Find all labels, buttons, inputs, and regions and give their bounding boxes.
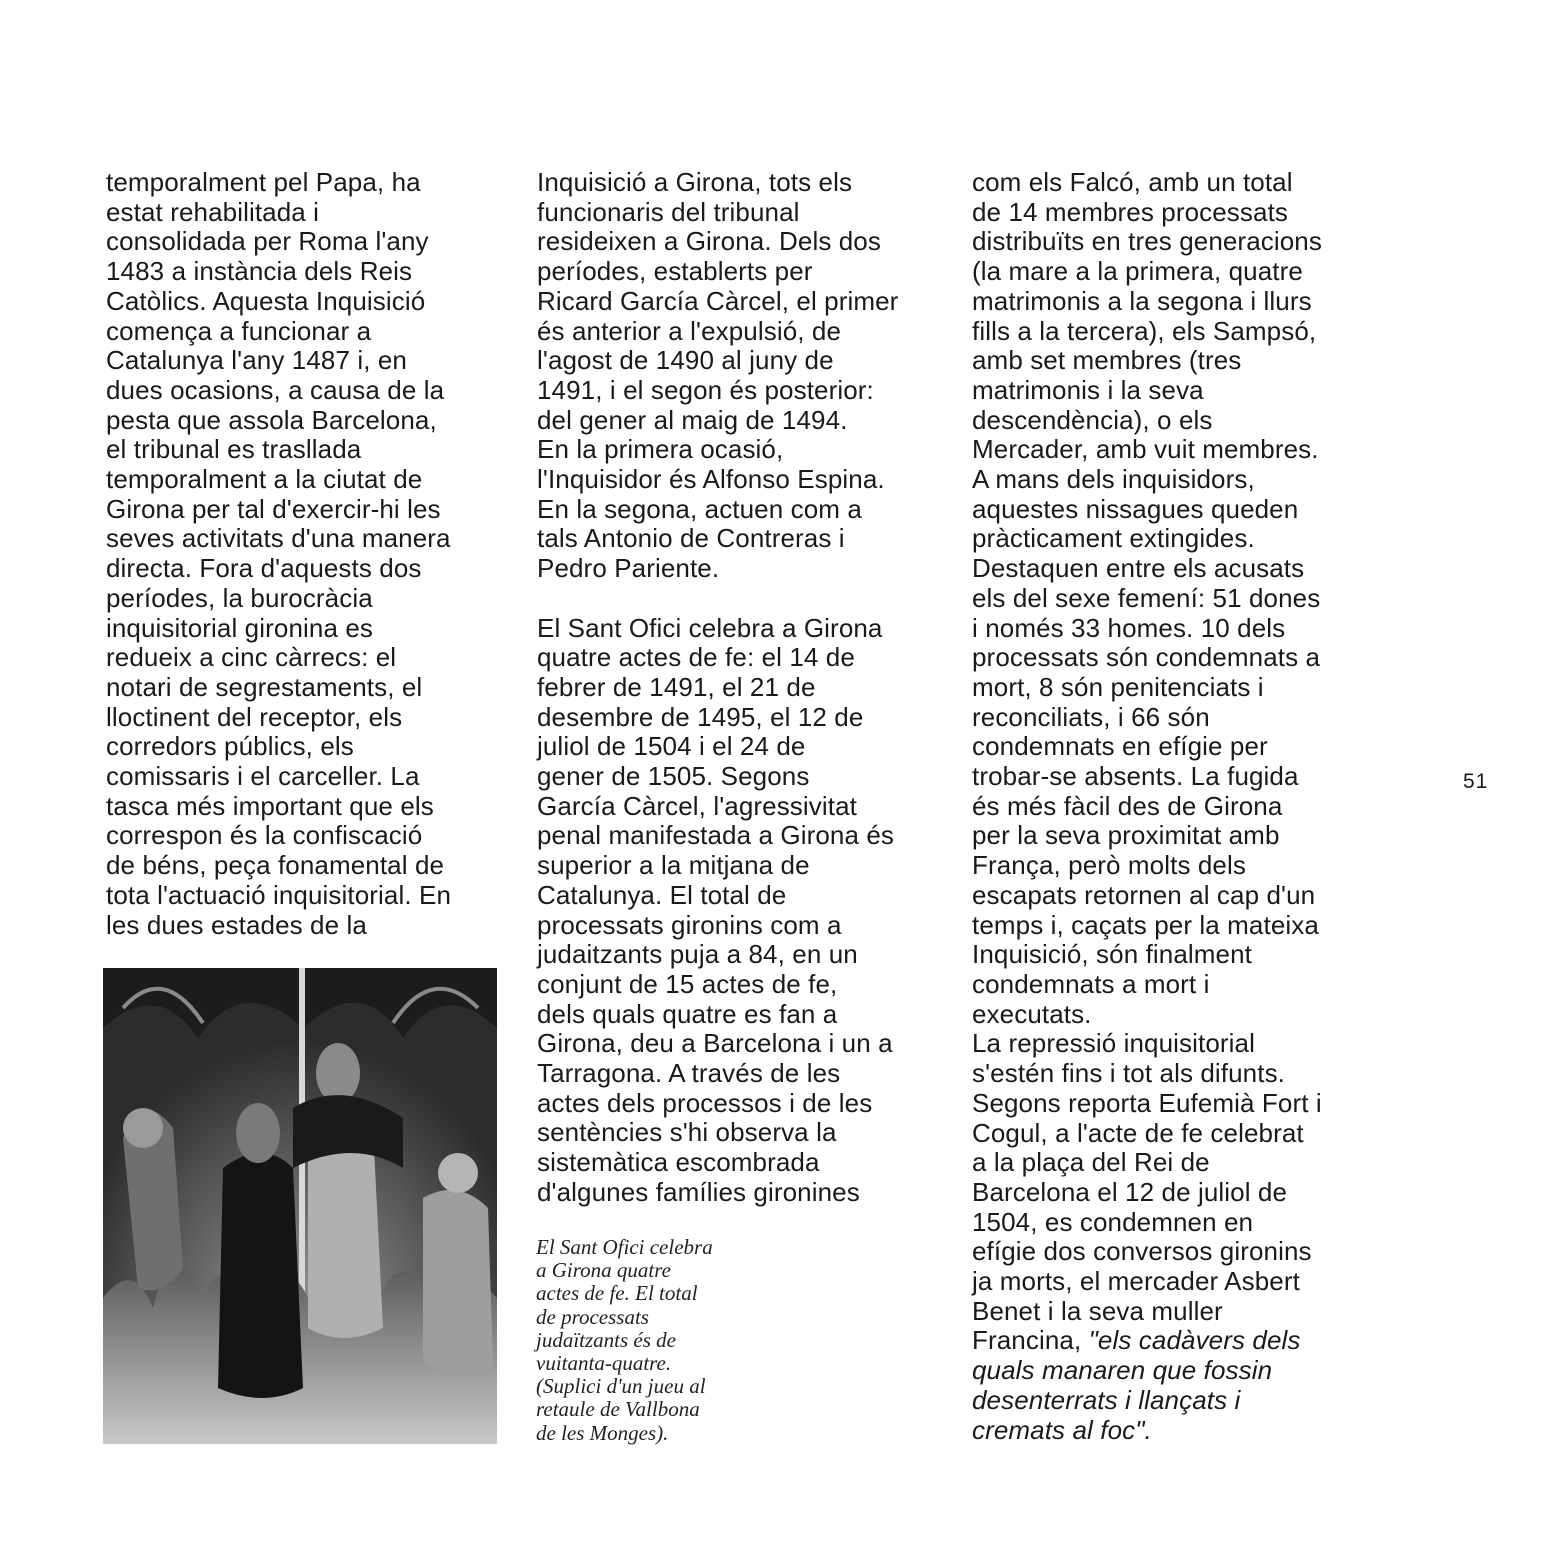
text-line: trobar-se absents. La fugida [972,761,1299,792]
text-line: La repressió inquisitorial [972,1028,1255,1059]
text-line: inquisitorial gironina es [106,612,373,643]
quote-line: "els cadàvers dels [1081,1325,1301,1356]
text-line: de 14 membres processats [972,196,1288,227]
text-line: consolidada per Roma l'any [106,226,429,257]
text-line: conjunt de 15 actes de fe, [537,968,838,999]
text-line: 1504, es condemnen en [972,1206,1254,1237]
text-line: condemnats en efígie per [972,731,1268,762]
text-line: actes dels processos i de les [537,1087,873,1118]
quote-line: desenterrats i llançats i [972,1384,1241,1415]
text-line: Girona per tal d'exercir-hi les [106,493,441,524]
text-line: temps i, caçats per la mateixa [972,909,1319,940]
text-line: distribuïts en tres generacions [972,226,1322,257]
text-line: França, però molts dels [972,850,1246,881]
text-line: juliol de 1504 i el 24 de [537,731,806,762]
text-line: Barcelona el 12 de juliol de [972,1176,1288,1207]
text-line: temporalment a la ciutat de [106,464,423,495]
text-line: els del sexe femení: 51 dones [972,582,1321,613]
text-column-3 [972,168,1372,1445]
text-line: comença a funcionar a [106,315,372,346]
text-line: corredors públics, els [106,731,354,762]
text-line: dels quals quatre es fan a [537,998,838,1029]
text-line: períodes, la burocràcia [106,582,373,613]
image-caption [536,1236,776,1445]
text-line: és més fàcil des de Girona [972,790,1283,821]
text-line: funcionaris del tribunal [537,196,800,227]
text-line: resideixen a Girona. Dels dos [537,226,881,257]
quote-line: quals manaren que fossin [972,1355,1273,1386]
paragraph [537,168,937,584]
text-line: les dues estades de la [106,909,367,940]
text-line: descendència), o els [972,404,1213,435]
paragraph [972,168,1372,1029]
text-line: Catalunya. El total de [537,879,787,910]
text-line: Tarragona. A través de les [537,1058,841,1089]
paragraph-gap [537,584,937,614]
text-line: correspon és la confiscació [106,820,423,851]
painting-icon [103,968,497,1444]
caption-line: vuitanta-quatre. [536,1351,672,1376]
text-line: ja morts, el mercader Asbert [972,1266,1300,1297]
text-line: superior a la mitjana de [537,850,810,881]
text-line: l'agost de 1490 al juny de [537,345,834,376]
text-line: Catòlics. Aquesta Inquisició [106,285,426,316]
text-line: tota l'actuació inquisitorial. En [106,879,452,910]
text-line: aquestes nissagues queden [972,493,1299,524]
text-line: d'algunes famílies gironines [537,1176,860,1207]
caption-line: judaïtzants és de [536,1327,676,1352]
text-line: com els Falcó, amb un total [972,167,1293,197]
text-line: el tribunal es trasllada [106,434,362,465]
caption-line: retaule de Vallbona [536,1397,700,1422]
text-line: efígie dos conversos gironins [972,1236,1312,1267]
text-line: judaitzants puja a 84, en un [537,939,858,970]
text-line: escapats retornen al cap d'un [972,879,1316,910]
text-line: Pedro Pariente. [537,553,720,584]
text-line: és anterior a l'expulsió, de [537,315,842,346]
text-line: de béns, peça fonamental de [106,850,445,881]
text-line: reconciliats, i 66 són [972,701,1210,732]
text-line: processats gironins com a [537,909,842,940]
text-line: estat rehabilitada i [106,196,320,227]
text-line: mort, 8 són penitenciats i [972,671,1264,702]
text-line: García Càrcel, l'agressivitat [537,790,857,821]
text-line: Segons reporta Eufemià Fort i [972,1087,1322,1118]
caption-line: (Suplici d'un jueu al [536,1374,706,1399]
caption-line: de processats [536,1304,649,1329]
caption-line: actes de fe. El total [536,1281,698,1306]
text-line: processats són condemnats a [972,642,1321,673]
text-line: En la primera ocasió, [537,434,784,465]
text-line: tals Antonio de Contreras i [537,523,845,554]
caption-line: de les Monges). [536,1420,669,1445]
text-line: a la plaça del Rei de [972,1147,1210,1178]
text-line: condemnats a mort i [972,968,1210,999]
paragraph [537,614,937,1208]
caption-line: a Girona quatre [536,1258,671,1283]
text-line: El Sant Ofici celebra a Girona [537,612,883,643]
text-line: períodes, establerts per [537,256,813,287]
text-line: comissaris i el carceller. La [106,761,420,792]
text-line: Ricard García Càrcel, el primer [537,285,899,316]
text-line: Francina, "els cadàvers dels [972,1325,1301,1356]
text-line: executats. [972,998,1092,1029]
text-line: 1491, i el segon és posterior: [537,374,874,405]
text-line: seves activitats d'una manera [106,523,451,554]
text-column-1 [106,168,506,940]
text-line: notari de segrestaments, el [106,671,423,702]
text-line: desembre de 1495, el 12 de [537,701,864,732]
text-line: pràcticament extingides. [972,523,1255,554]
text-line: directa. Fora d'aquests dos [106,553,422,584]
text-line: Inquisició a Girona, tots els [537,167,853,197]
text-line: En la segona, actuen com a [537,493,862,524]
text-line: redueix a cinc càrrecs: el [106,642,397,673]
text-line: matrimonis a la segona i llurs [972,285,1312,316]
text-line: amb set membres (tres [972,345,1242,376]
text-line: temporalment pel Papa, ha [106,167,421,197]
text-line: dues ocasions, a causa de la [106,374,445,405]
text-line: tasca més important que els [106,790,434,821]
text-line: penal manifestada a Girona és [537,820,895,851]
paragraph [972,1029,1372,1445]
text-line: s'estén fins i tot als difunts. [972,1058,1285,1089]
text-line: Mercader, amb vuit membres. [972,434,1319,465]
text-line: lloctinent del receptor, els [106,701,403,732]
quote-line: cremats al foc". [972,1414,1152,1445]
text-line: febrer de 1491, el 21 de [537,671,816,702]
text-line: matrimonis i la seva [972,374,1204,405]
caption-line: El Sant Ofici celebra [536,1235,713,1259]
text-line: Girona, deu a Barcelona i un a [537,1028,893,1059]
text-line: fills a la tercera), els Sampsó, [972,315,1317,346]
painting-image [103,968,497,1444]
text-line: 1483 a instància dels Reis [106,256,413,287]
text-line: quatre actes de fe: el 14 de [537,642,855,673]
text-line: per la seva proximitat amb [972,820,1280,851]
text-line: Destaquen entre els acusats [972,553,1305,584]
text-line: A mans dels inquisidors, [972,464,1255,495]
text-line: Inquisició, són finalment [972,939,1252,970]
text-line: pesta que assola Barcelona, [106,404,437,435]
text-line: i només 33 homes. 10 dels [972,612,1286,643]
text-line: gener de 1505. Segons [537,761,810,792]
page-number: 51 [1463,770,1489,793]
text-line: (la mare a la primera, quatre [972,256,1303,287]
text-line: Catalunya l'any 1487 i, en [106,345,407,376]
text-line: Benet i la seva muller [972,1295,1223,1326]
text-line: Cogul, a l'acte de fe celebrat [972,1117,1304,1148]
text-column-2 [537,168,937,1208]
text-line: sentències s'hi observa la [537,1117,837,1148]
text-line: del gener al maig de 1494. [537,404,848,435]
text-line: l'Inquisidor és Alfonso Espina. [537,464,885,495]
text-line: sistemàtica escombrada [537,1147,820,1178]
